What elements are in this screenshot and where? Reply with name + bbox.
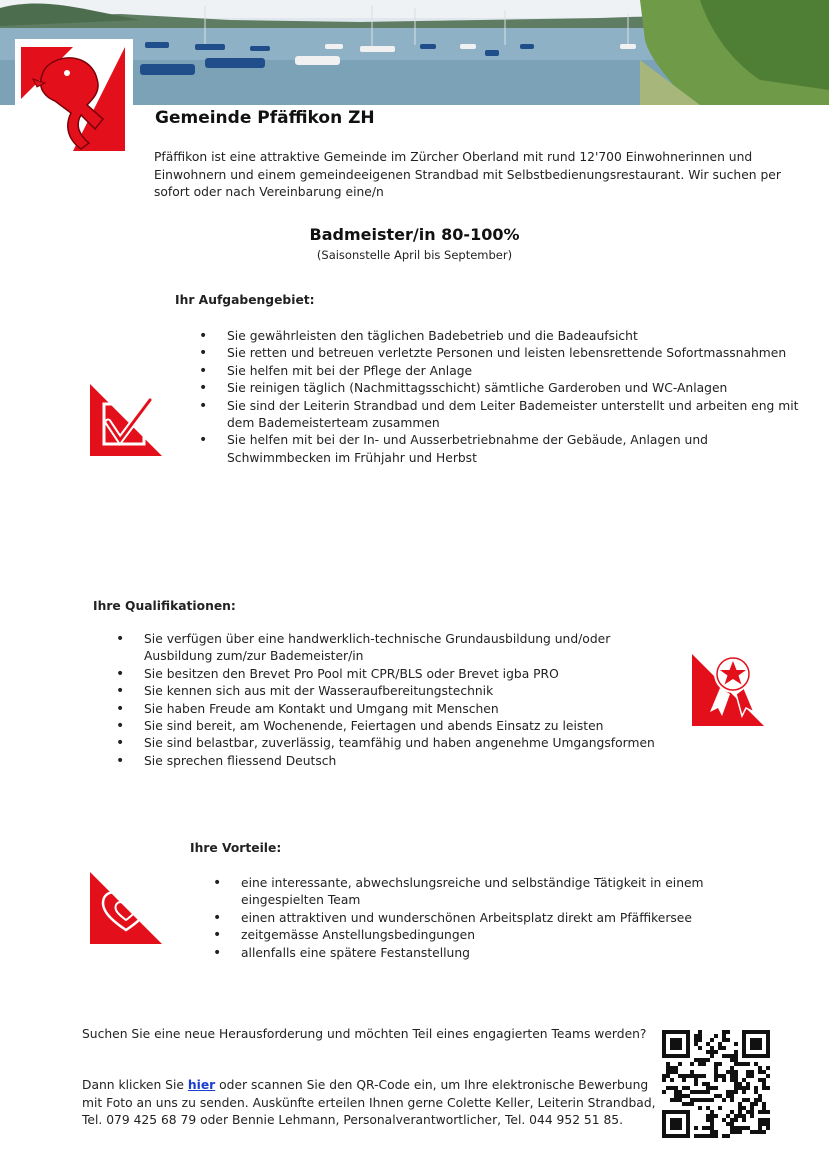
- benefits-heading: Ihre Vorteile:: [190, 841, 282, 855]
- qualifications-heading: Ihre Qualifikationen:: [93, 599, 236, 613]
- list-item: • Sie retten und betreuen verletzte Personen und leisten lebensrettende Sofortmassnahmen: [197, 345, 802, 362]
- list-item: • eine interessante, abwechslungsreiche und selbständige Tätigkeit in einem eingespielten Team: [211, 875, 771, 910]
- list-item: • Sie sind belastbar, zuverlässig, teamfähig und haben angenehme Umgangsformen: [114, 735, 669, 752]
- qualifications-list: [114, 631, 669, 770]
- application-link[interactable]: hier: [187, 1078, 216, 1092]
- page-title: Gemeinde Pfäffikon ZH: [155, 108, 375, 128]
- list-item: • einen attraktiven und wunderschönen Arbeitsplatz direkt am Pfäffikersee: [211, 910, 771, 927]
- coat-of-arms-icon: [15, 39, 133, 159]
- list-item: • allenfalls eine spätere Festanstellung: [211, 945, 771, 962]
- list-item: • Sie kennen sich aus mit der Wasseraufbereitungstechnik: [114, 683, 669, 700]
- closing-question: Suchen Sie eine neue Herausforderung und möchten Teil eines engagierten Teams werden?: [82, 1027, 647, 1041]
- job-title: Badmeister/in 80-100%: [309, 225, 520, 244]
- list-item: • Sie gewährleisten den täglichen Badebetrieb und die Badeaufsicht: [197, 328, 802, 345]
- list-item: • Sie haben Freude am Kontakt und Umgang mit Menschen: [114, 701, 669, 718]
- job-subtitle: (Saisonstelle April bis September): [316, 248, 513, 262]
- qr-code-icon[interactable]: [662, 1030, 770, 1138]
- list-item: • Sie sind bereit, am Wochenende, Feiertagen und abends Einsatz zu leisten: [114, 718, 669, 735]
- list-item: • Sie sind der Leiterin Strandbad und dem Leiter Bademeister unterstellt und arbeiten eng mit dem Bademeisterteam zusammen: [197, 398, 802, 433]
- tasks-heading: Ihr Aufgabengebiet:: [175, 293, 315, 307]
- list-item: • Sie sprechen fliessend Deutsch: [114, 753, 669, 770]
- hearts-icon: [88, 870, 164, 946]
- closing-contact: Dann klicken Sie hier oder scannen Sie den QR-Code ein, um Ihre elektronische Bewerbung mit Foto an uns zu senden. Auskünfte erteilen Ihnen gerne Colette Keller, Leiterin Strandbad, Tel. 079 425 68 79 oder Bennie Lehmann, Personalverantwortlicher, Tel. 044 952 51 85.: [82, 1078, 656, 1127]
- list-item: • Sie helfen mit bei der Pflege der Anlage: [197, 363, 802, 380]
- tasks-list: [197, 328, 802, 467]
- list-item: • zeitgemässe Anstellungsbedingungen: [211, 927, 771, 944]
- award-ribbon-icon: [690, 652, 766, 728]
- checkbox-icon: [88, 382, 164, 458]
- list-item: • Sie reinigen täglich (Nachmittagsschicht) sämtliche Garderoben und WC-Anlagen: [197, 380, 802, 397]
- list-item: • Sie verfügen über eine handwerklich-technische Grundausbildung und/oder Ausbildung zum/zur Bademeister/in: [114, 631, 669, 666]
- list-item: • Sie besitzen den Brevet Pro Pool mit CPR/BLS oder Brevet igba PRO: [114, 666, 669, 683]
- benefits-list: [211, 875, 771, 962]
- intro-paragraph: Pfäffikon ist eine attraktive Gemeinde im Zürcher Oberland mit rund 12'700 Einwohnerinnen und Einwohnern und einem gemeindeeigenen Strandbad mit Selbstbedienungsrestaurant. Wir suchen per sofort oder nach Vereinbarung eine/n: [154, 150, 781, 199]
- list-item: • Sie helfen mit bei der In- und Ausserbetriebnahme der Gebäude, Anlagen und Schwimmbecken im Frühjahr und Herbst: [197, 432, 802, 467]
